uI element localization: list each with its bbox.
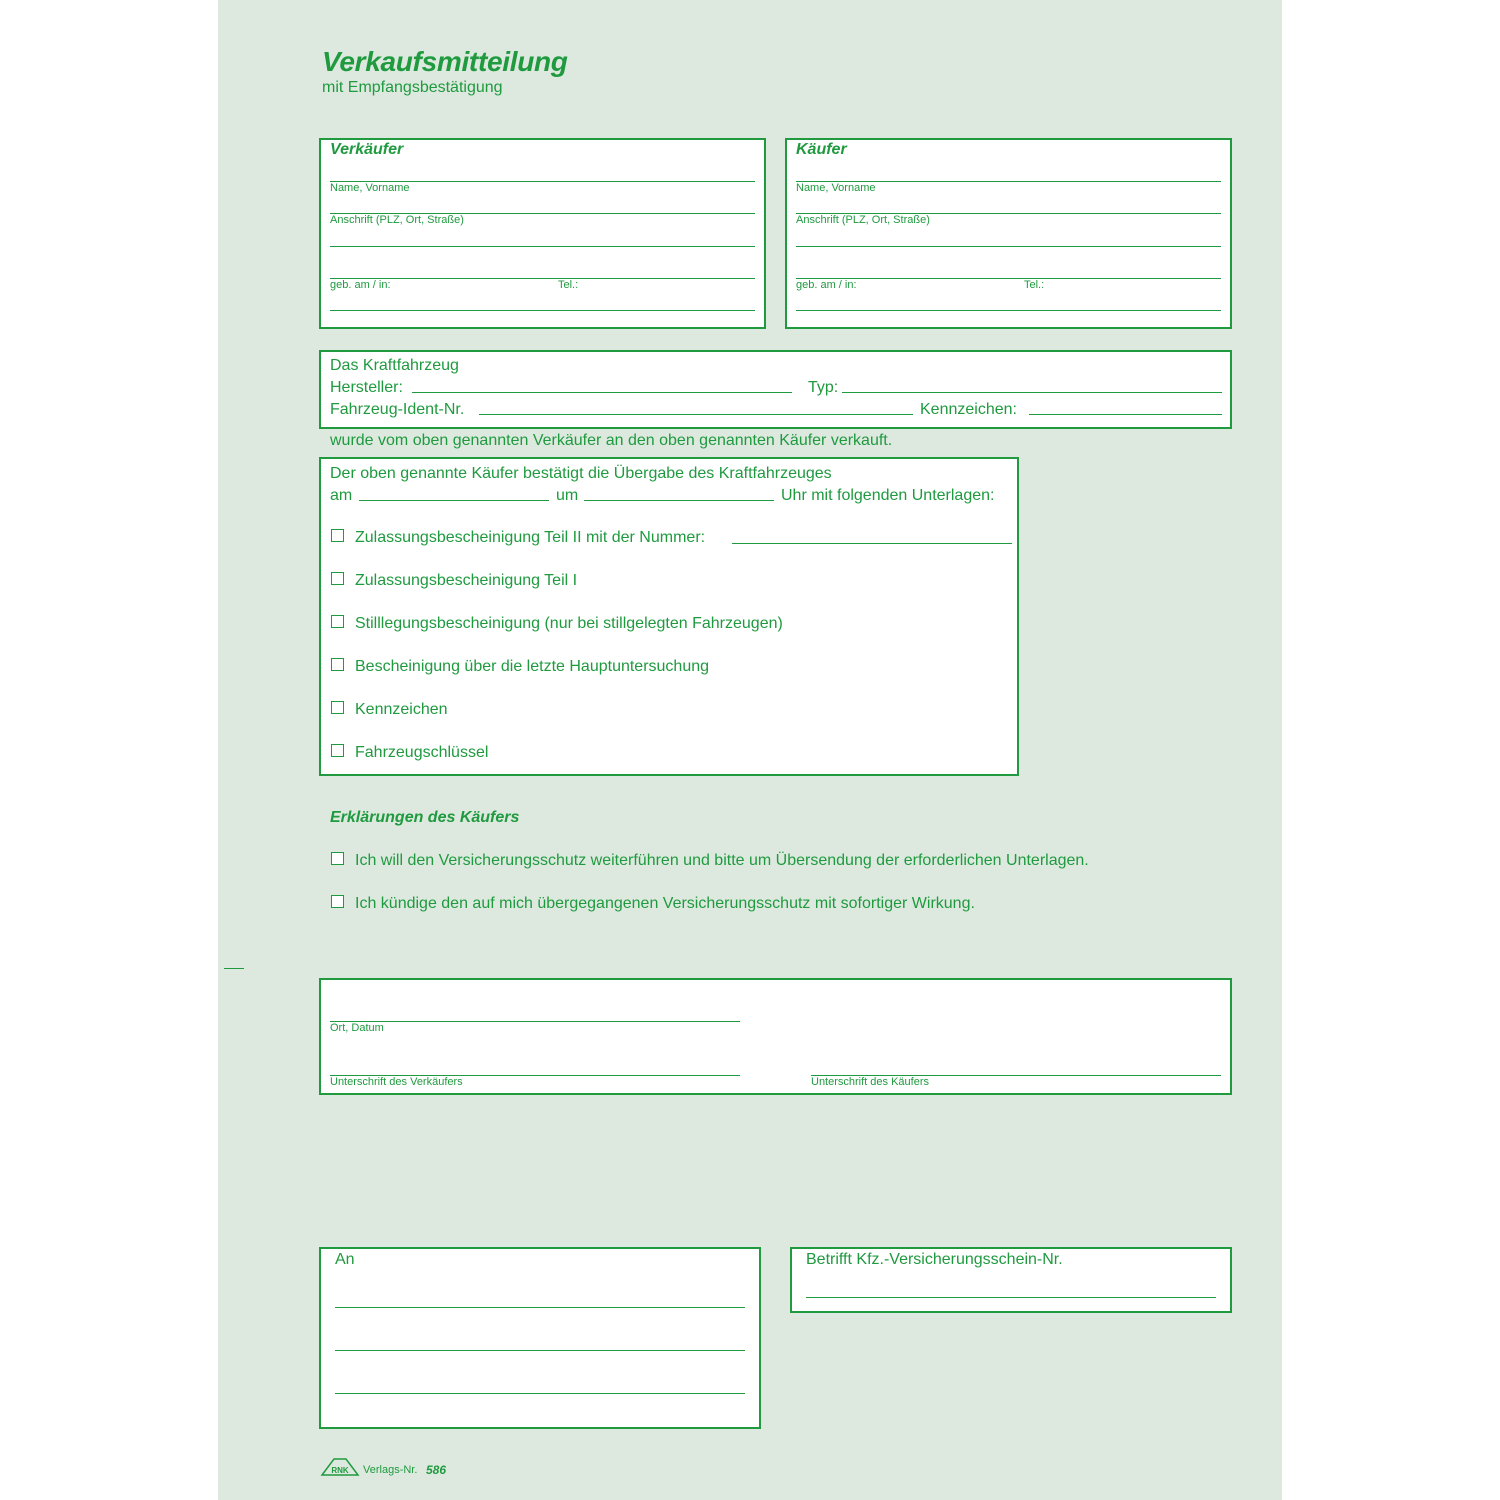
insurance-label: Betrifft Kfz.-Versicherungsschein-Nr.	[806, 1251, 1063, 1268]
form-subtitle: mit Empfangsbestätigung	[322, 79, 503, 96]
buyer-signature-label: Unterschrift des Käufers	[811, 1076, 929, 1088]
vehicle-heading: Das Kraftfahrzeug	[330, 357, 459, 374]
recipient-line-1[interactable]	[335, 1307, 745, 1308]
checkbox-license-plates[interactable]	[331, 701, 344, 714]
type-label: Typ:	[808, 379, 839, 396]
checkbox-vehicle-keys[interactable]	[331, 744, 344, 757]
seller-heading: Verkäufer	[330, 141, 404, 158]
place-date-field[interactable]	[330, 1021, 740, 1022]
item-vehicle-keys: Fahrzeugschlüssel	[355, 744, 489, 761]
buyer-born-label: geb. am / in:	[796, 279, 857, 291]
checkbox-decommission-certificate[interactable]	[331, 615, 344, 628]
plate-label: Kennzeichen:	[920, 401, 1017, 418]
item-decommission-certificate: Stilllegungsbescheinigung (nur bei stillgelegten Fahrzeugen)	[355, 615, 783, 632]
buyer-birth-field[interactable]	[796, 278, 1221, 279]
seller-phone-field[interactable]	[330, 310, 755, 311]
checkbox-registration-part1[interactable]	[331, 572, 344, 585]
checkbox-inspection-certificate[interactable]	[331, 658, 344, 671]
date-label: am	[330, 487, 353, 504]
item-registration-part1: Zulassungsbescheinigung Teil I	[355, 572, 578, 589]
handover-time-field[interactable]	[584, 500, 774, 501]
checkbox-continue-insurance[interactable]	[331, 852, 344, 865]
fold-mark	[224, 968, 244, 969]
seller-address-label: Anschrift (PLZ, Ort, Straße)	[330, 214, 464, 226]
handover-date-field[interactable]	[359, 500, 549, 501]
vin-label: Fahrzeug-Ident-Nr.	[330, 401, 465, 418]
form-title: Verkaufsmitteilung	[322, 46, 568, 77]
buyer-box	[785, 138, 1232, 329]
registration-number-field[interactable]	[732, 543, 1012, 544]
place-date-label: Ort, Datum	[330, 1022, 384, 1034]
insurance-number-field[interactable]	[806, 1297, 1216, 1298]
checkbox-cancel-insurance[interactable]	[331, 895, 344, 908]
declarations-heading: Erklärungen des Käufers	[330, 809, 520, 826]
seller-address-field-2[interactable]	[330, 246, 755, 247]
seller-name-label: Name, Vorname	[330, 182, 410, 194]
seller-box	[319, 138, 766, 329]
plate-field[interactable]	[1029, 414, 1222, 415]
item-license-plates: Kennzeichen	[355, 701, 448, 718]
buyer-phone-field[interactable]	[796, 310, 1221, 311]
handover-statement: Der oben genannte Käufer bestätigt die Übergabe des Kraftfahrzeuges	[330, 465, 832, 482]
buyer-name-label: Name, Vorname	[796, 182, 876, 194]
recipient-box	[319, 1247, 761, 1429]
recipient-label: An	[335, 1251, 355, 1268]
publisher-logo-icon	[320, 1457, 360, 1477]
vin-field[interactable]	[479, 414, 913, 415]
buyer-heading: Käufer	[796, 141, 847, 158]
recipient-line-2[interactable]	[335, 1350, 745, 1351]
seller-phone-label: Tel.:	[558, 279, 579, 291]
documents-intro: Uhr mit folgenden Unterlagen:	[781, 487, 995, 504]
publisher-number: 586	[426, 1463, 447, 1477]
seller-birth-field[interactable]	[330, 278, 755, 279]
buyer-address-label: Anschrift (PLZ, Ort, Straße)	[796, 214, 930, 226]
publisher-logo	[320, 1457, 360, 1477]
time-label: um	[556, 487, 579, 504]
item-inspection-certificate: Bescheinigung über die letzte Hauptuntersuchung	[355, 658, 710, 675]
publisher-logo-text: RNK	[331, 1466, 349, 1475]
declaration-continue-insurance: Ich will den Versicherungsschutz weiterführen und bitte um Übersendung der erforderlichen Unterlagen.	[355, 852, 1089, 869]
item-registration-part2: Zulassungsbescheinigung Teil II mit der Nummer:	[355, 529, 706, 546]
manufacturer-field[interactable]	[412, 392, 792, 393]
recipient-line-3[interactable]	[335, 1393, 745, 1394]
type-field[interactable]	[842, 392, 1222, 393]
seller-signature-label: Unterschrift des Verkäufers	[330, 1076, 463, 1088]
buyer-address-field-2[interactable]	[796, 246, 1221, 247]
buyer-phone-label: Tel.:	[1024, 279, 1045, 291]
seller-born-label: geb. am / in:	[330, 279, 391, 291]
manufacturer-label: Hersteller:	[330, 379, 403, 396]
checkbox-registration-part2[interactable]	[331, 529, 344, 542]
publisher-label: Verlags-Nr.	[363, 1464, 418, 1476]
declaration-cancel-insurance: Ich kündige den auf mich übergegangenen Versicherungsschutz mit sofortiger Wirkung.	[355, 895, 975, 912]
sold-statement: wurde vom oben genannten Verkäufer an den oben genannten Käufer verkauft.	[330, 432, 893, 449]
